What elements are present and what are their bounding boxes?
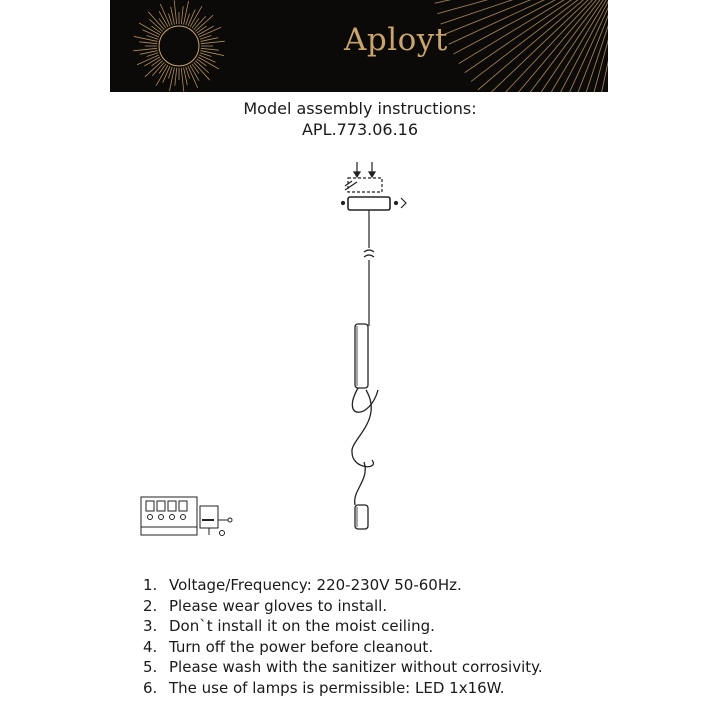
instruction-item bbox=[143, 678, 543, 699]
instruction-list bbox=[143, 575, 543, 698]
instruction-text: Please wear gloves to install. bbox=[169, 596, 388, 615]
instruction-number: 1. bbox=[143, 576, 158, 594]
instruction-text: The use of lamps is permissible: LED 1x16W. bbox=[169, 678, 505, 697]
document-title: Model assembly instructions: bbox=[243, 99, 477, 118]
instruction-text: Voltage/Frequency: 220-230V 50-60Hz. bbox=[169, 576, 462, 594]
instruction-text: Turn off the power before cleanout. bbox=[169, 637, 434, 656]
instruction-text: Please wash with the sanitizer without corrosivity. bbox=[169, 658, 543, 676]
instruction-text: Don`t install it on the moist ceiling. bbox=[169, 617, 435, 635]
instruction-number: 5. bbox=[143, 658, 158, 676]
lamp-tube-drawing bbox=[352, 324, 378, 529]
instruction-item bbox=[143, 657, 543, 678]
instruction-number: 4. bbox=[143, 637, 158, 656]
ceiling-mount-drawing bbox=[342, 162, 407, 210]
instruction-item bbox=[143, 596, 543, 617]
brand-name: Aployt bbox=[344, 22, 448, 58]
instruction-item bbox=[143, 616, 543, 637]
instruction-number: 6. bbox=[143, 678, 158, 697]
instruction-number: 2. bbox=[143, 596, 158, 615]
instruction-number: 3. bbox=[143, 617, 158, 635]
suspension-cable bbox=[364, 210, 374, 326]
wiring-terminal-drawing bbox=[141, 497, 232, 536]
model-code: APL.773.06.16 bbox=[301, 120, 419, 139]
instruction-item bbox=[143, 575, 543, 596]
instruction-item bbox=[143, 637, 543, 658]
